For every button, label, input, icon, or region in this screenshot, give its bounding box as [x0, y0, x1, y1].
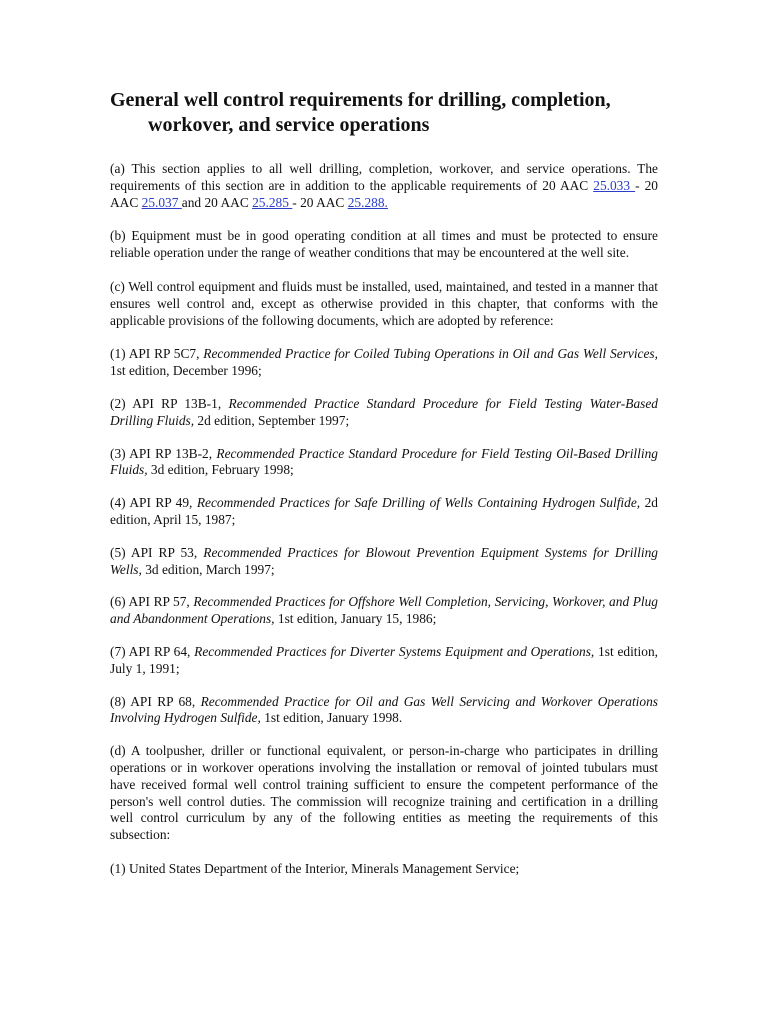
- paragraph-a-text-3: and 20 AAC: [181, 194, 253, 210]
- paragraph-a-text-1: (a) This section applies to all well drilling, completion, workover, and service operations. The requirements of this section are in addition to the applicable requirements of 20 AAC: [110, 161, 658, 193]
- document-item-5: [110, 545, 658, 579]
- paragraph-a-text-4: - 20 AAC: [292, 194, 348, 210]
- document-number: (3) API RP 13B-2,: [110, 445, 217, 461]
- document-item-4: [110, 495, 658, 529]
- document-item-3: [110, 446, 658, 480]
- paragraph-a-text-2: - 20 AAC: [110, 177, 658, 210]
- document-title: Recommended Practices for Blowout Prevention Equipment Systems for Drilling Wells,: [110, 544, 658, 577]
- document-item-8: [110, 694, 658, 728]
- link-25-285[interactable]: 25.285: [252, 194, 293, 210]
- document-item-1: [110, 346, 658, 380]
- document-edition: 2d edition, September 1997;: [194, 412, 350, 428]
- document-title: Recommended Practices for Safe Drilling of Wells Containing Hydrogen Sulfide,: [196, 495, 641, 511]
- document-number: (1) API RP 5C7,: [110, 346, 204, 362]
- document-number: (4) API RP 49,: [110, 495, 197, 511]
- paragraph-a: [110, 161, 658, 211]
- document-edition: 1st edition, July 1, 1991;: [110, 643, 658, 676]
- document-title: Recommended Practices for Diverter Systems Equipment and Operations,: [194, 643, 595, 659]
- section-title: General well control requirements for drilling, completion, workover, and service operations: [110, 89, 611, 136]
- document-number: (8) API RP 68,: [110, 693, 201, 709]
- link-25-037[interactable]: 25.037: [141, 194, 182, 210]
- document-title: Recommended Practice for Oil and Gas Well Servicing and Workover Operations Involving Hydrogen Sulfide,: [110, 693, 658, 726]
- entity-item-1: (1) United States Department of the Interior, Minerals Management Service;: [110, 860, 520, 876]
- link-25-288[interactable]: 25.288.: [347, 194, 388, 210]
- document-edition: 2d edition, April 15, 1987;: [110, 495, 658, 527]
- document-page: [110, 88, 658, 895]
- document-edition: 1st edition, January 15, 1986;: [274, 611, 437, 627]
- document-item-6: [110, 594, 658, 628]
- paragraph-c: (c) Well control equipment and fluids must be installed, used, maintained, and tested in a manner that ensures well control and, except as otherwise provided in this chapter, that conforms with the applicable provisions of the following documents, which are adopted by reference:: [110, 278, 658, 328]
- document-item-2: [110, 396, 658, 430]
- paragraph-b: (b) Equipment must be in good operating condition at all times and must be protected to ensure reliable operation under the range of weather conditions that may be encountered at the well site.: [110, 228, 658, 261]
- document-title: Recommended Practice for Coiled Tubing Operations in Oil and Gas Well Services,: [203, 346, 658, 362]
- document-item-7: [110, 644, 658, 678]
- document-number: (2) API RP 13B-1,: [110, 395, 229, 411]
- paragraph-d: (d) A toolpusher, driller or functional equivalent, or person-in-charge who participates in drilling operations or in workover operations involving the installation or removal of jointed tubulars must have received formal well control training sufficient to ensure the competent performance of the person's well control duties. The commission will recognize training and certification in a drilling well control curriculum by any of the following entities as meeting the requirements of this subsection:: [110, 743, 658, 843]
- document-number: (6) API RP 57,: [110, 594, 194, 610]
- document-edition: 3d edition, March 1997;: [141, 561, 275, 577]
- link-25-033[interactable]: 25.033: [593, 177, 636, 193]
- document-title: Recommended Practice Standard Procedure for Field Testing Oil-Based Drilling Fluids,: [110, 445, 658, 478]
- document-edition: 3d edition, February 1998;: [147, 462, 294, 478]
- document-title: Recommended Practice Standard Procedure for Field Testing Water-Based Drilling Fluids,: [110, 395, 658, 428]
- document-edition: 1st edition, December 1996;: [110, 363, 262, 379]
- document-edition: 1st edition, January 1998.: [260, 710, 403, 726]
- document-number: (7) API RP 64,: [110, 643, 195, 659]
- document-number: (5) API RP 53,: [110, 544, 204, 560]
- document-title: Recommended Practices for Offshore Well Completion, Servicing, Workover, and Plug and Abandonment Operations,: [110, 594, 658, 627]
